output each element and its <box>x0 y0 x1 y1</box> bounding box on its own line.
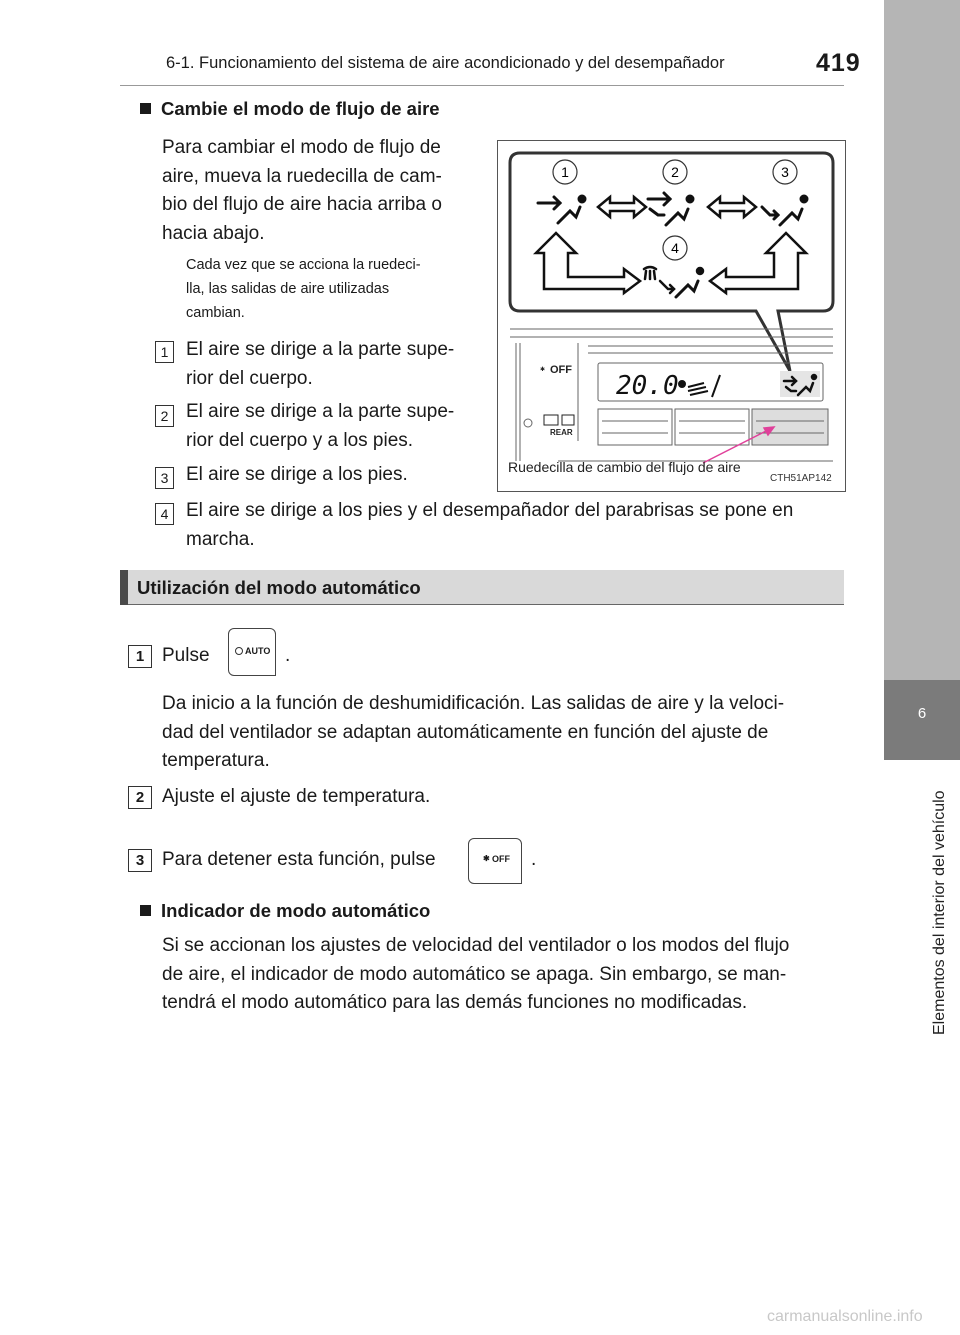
callout-number-3 <box>773 160 797 184</box>
svg-text:1: 1 <box>561 164 569 180</box>
fan-off-inline-button: ✱ OFF <box>468 838 522 884</box>
auto-button: AUTO <box>228 628 276 676</box>
svg-text:3: 3 <box>781 164 789 180</box>
temperature-display: 20.0 <box>616 371 679 401</box>
indicator-heading: Indicador de modo automático <box>140 900 430 922</box>
step-number-3: 3 <box>128 849 152 872</box>
fan-off-button <box>540 364 572 376</box>
fan-icon: ✱ <box>483 854 490 863</box>
page-number: 419 <box>816 49 861 77</box>
figure-illustration <box>498 141 845 491</box>
airflow-heading: Cambie el modo de flujo de aire <box>140 98 440 120</box>
callout-number-2 <box>663 160 687 184</box>
figure-caption: Ruedecilla de cambio del flujo de aire <box>508 459 741 475</box>
section-title: 6-1. Funcionamiento del sistema de aire acondicionado y del desempañador <box>166 54 725 72</box>
airflow-item-4: El aire se dirige a los pies y el desempañador del parabrisas se pone en marcha. <box>186 500 794 550</box>
header-rule <box>120 85 844 86</box>
step-1-text-after: . <box>285 645 291 666</box>
callout-number-1 <box>553 160 577 184</box>
item-number-2: 2 <box>155 405 174 427</box>
svg-text:OFF: OFF <box>550 364 572 376</box>
airflow-dial-figure <box>497 140 846 492</box>
item-number-4: 4 <box>155 503 174 525</box>
svg-text:✱: ✱ <box>540 367 546 373</box>
bullet-square-icon <box>140 103 151 114</box>
step-3-text-before: Para detener esta función, pulse <box>162 849 436 870</box>
svg-text:4: 4 <box>671 240 679 256</box>
step-2-text: Ajuste el ajuste de temperatura. <box>162 786 431 807</box>
side-tab-upper <box>884 0 960 680</box>
figure-code: CTH51AP142 <box>770 473 832 484</box>
svg-text:REAR: REAR <box>550 428 573 437</box>
step-3-text-after: . <box>531 849 537 870</box>
airflow-intro: Para cambiar el modo de flujo de aire, mueva la ruedecilla de cam- bio del flujo de aire hacia arriba o hacia abajo. <box>162 137 442 244</box>
step-1-description: Da inicio a la función de deshumidificación. Las salidas de aire y la veloci- dad del ventilador se adaptan automáticamente en función del ajuste de temperatura. <box>162 693 785 771</box>
bullet-square-icon <box>140 905 151 916</box>
callout-number-4 <box>663 236 687 260</box>
svg-text:2: 2 <box>671 164 679 180</box>
step-number-1: 1 <box>128 645 152 668</box>
rear-defroster-button <box>544 415 574 437</box>
section-bar-stripe <box>120 570 128 605</box>
airflow-item-3: El aire se dirige a los pies. <box>186 464 408 485</box>
airflow-item-2: El aire se dirige a la parte supe- rior del cuerpo y a los pies. <box>186 401 455 451</box>
step-number-2: 2 <box>128 786 152 809</box>
airflow-item-1: El aire se dirige a la parte supe- rior del cuerpo. <box>186 339 455 389</box>
auto-indicator-icon <box>235 647 243 655</box>
item-number-3: 3 <box>155 467 174 489</box>
section-heading-bar <box>120 570 844 605</box>
display-fan-icon <box>679 375 720 397</box>
watermark: carmanualsonline.info <box>767 1308 923 1325</box>
section-heading: Utilización del modo automático <box>137 577 421 598</box>
chapter-number: 6 <box>917 705 927 722</box>
step-1-text-before: Pulse <box>162 645 210 666</box>
indicator-paragraph: Si se accionan los ajustes de velocidad del ventilador o los modos del flujo de aire, el indicador de modo automático se apaga. Sin embargo, se man- tendrá el modo automático para las demás funciones no modificadas. <box>162 935 790 1013</box>
item-number-1: 1 <box>155 341 174 363</box>
chapter-title: Elementos del interior del vehículo <box>931 790 948 1035</box>
chapter-side-tab <box>884 0 960 1335</box>
airflow-note: Cada vez que se acciona la ruedeci- lla, las salidas de aire utilizadas cambian. <box>186 257 421 321</box>
